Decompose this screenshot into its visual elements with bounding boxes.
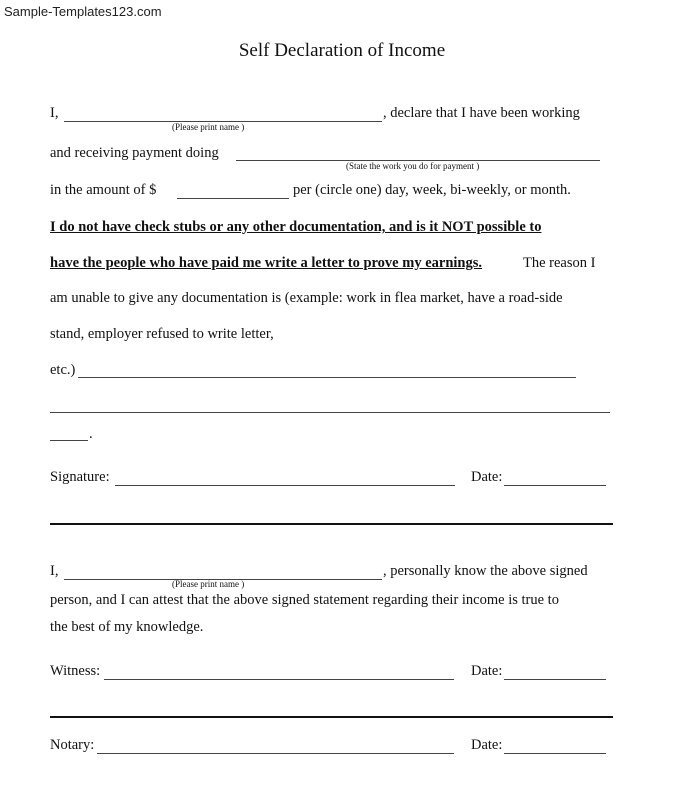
document-title: Self Declaration of Income <box>238 40 446 61</box>
receiving-text: and receiving payment doing <box>50 145 219 161</box>
date-label-1: Date: <box>471 469 503 485</box>
signature-field[interactable] <box>115 485 455 486</box>
etc-label: etc.) <box>50 362 76 378</box>
date-label-3: Date: <box>471 737 503 753</box>
attest-line-1: person, and I can attest that the above signed statement regarding their income is true to <box>50 592 559 608</box>
date-field-3[interactable] <box>504 753 606 754</box>
declare-text: , declare that I have been working <box>383 105 580 121</box>
reason-line-2: stand, employer refused to write letter, <box>50 326 274 342</box>
site-watermark: Sample-Templates123.com <box>4 4 162 19</box>
work-hint: (State the work you do for payment ) <box>346 161 480 171</box>
amount-field[interactable] <box>177 198 289 199</box>
witness-label: Witness: <box>50 663 101 679</box>
date-label-2: Date: <box>471 663 503 679</box>
section-divider-2 <box>50 716 613 718</box>
witness-field[interactable] <box>104 679 454 680</box>
reason-field-1[interactable] <box>78 377 576 378</box>
reason-field-3[interactable] <box>50 440 88 441</box>
notary-label: Notary: <box>50 737 95 753</box>
reason-field-2[interactable] <box>50 412 610 413</box>
period-text: per (circle one) day, week, bi-weekly, or month. <box>293 182 571 198</box>
no-documentation-statement: I do not have check stubs or any other documentation, and is it NOT possible to <box>50 219 542 235</box>
notary-field[interactable] <box>97 753 454 754</box>
reason-line-1: am unable to give any documentation is (example: work in flea market, have a road-side <box>50 290 563 306</box>
reason-end-dot: . <box>89 426 93 442</box>
attester-label: I, <box>50 563 59 579</box>
no-letter-statement: have the people who have paid me write a letter to prove my earnings. <box>50 255 482 271</box>
amount-text: in the amount of $ <box>50 182 157 198</box>
signature-label: Signature: <box>50 469 110 485</box>
know-text: , personally know the above signed <box>383 563 588 579</box>
section-divider-1 <box>50 523 613 525</box>
attest-line-2: the best of my knowledge. <box>50 619 204 635</box>
reason-text: The reason I <box>523 255 596 271</box>
date-field-1[interactable] <box>504 485 606 486</box>
print-name-hint-2: (Please print name ) <box>172 579 245 589</box>
declarant-label: I, <box>50 105 59 121</box>
date-field-2[interactable] <box>504 679 606 680</box>
print-name-hint: (Please print name ) <box>172 122 245 132</box>
